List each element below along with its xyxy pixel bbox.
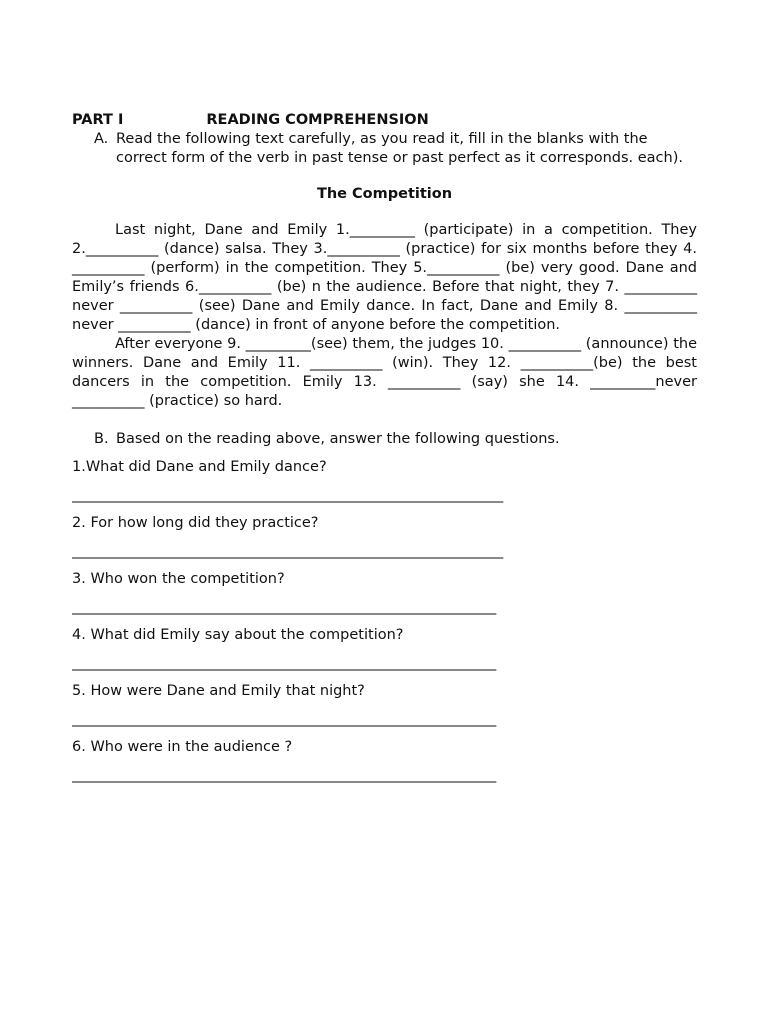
question-2: 2. For how long did they practice? xyxy=(72,515,319,531)
answer-line-5[interactable]: _____________________________________________________________ xyxy=(72,711,496,727)
answer-line-3[interactable]: _____________________________________________________________ xyxy=(72,599,496,615)
question-1: 1.What did Dane and Emily dance? xyxy=(72,459,327,475)
answer-line-4[interactable]: _____________________________________________________________ xyxy=(72,655,496,671)
story-paragraph-2: After everyone 9. _________(see) them, the judges 10. __________ (announce) the winners. Dane and Emily 11. __________ (win). They 12. __________(be) the best dancers in the competition. Emily 13. __________ (say) she 14. _________never __________ (practice) so hard. xyxy=(72,336,697,409)
story-paragraph-1: Last night, Dane and Emily 1._________ (participate) in a competition. They 2.__________ (dance) salsa. They 3.__________ (practice) for six months before they 4. __________ (perform) in the competition. They 5.__________ (be) very good. Dane and Emily’s friends 6.__________ (be) n the audience. Before that night, they 7. __________ never __________ (see) Dane and Emily dance. In fact, Dane and Emily 8. __________ never __________ (dance) in front of anyone before the competition. xyxy=(72,222,697,333)
question-block-5 xyxy=(72,682,697,729)
answer-line-6[interactable]: _____________________________________________________________ xyxy=(72,767,496,783)
section-a-instruction xyxy=(94,130,699,168)
section-b-instruction xyxy=(94,430,697,449)
question-block-1 xyxy=(72,458,697,505)
question-3: 3. Who won the competition? xyxy=(72,571,285,587)
question-block-3 xyxy=(72,570,697,617)
section-a-text: Read the following text carefully, as you read it, fill in the blanks with the correct form of the verb in past tense or past perfect as it corresponds. each). xyxy=(116,131,683,166)
worksheet-page xyxy=(72,111,697,785)
section-a-marker: A. xyxy=(94,131,109,147)
question-6: 6. Who were in the audience ? xyxy=(72,739,293,755)
section-b-marker: B. xyxy=(94,431,109,447)
part-title: READING COMPREHENSION xyxy=(206,112,429,128)
question-5: 5. How were Dane and Emily that night? xyxy=(72,683,365,699)
question-block-6 xyxy=(72,738,697,785)
question-block-4 xyxy=(72,626,697,673)
question-4: 4. What did Emily say about the competition? xyxy=(72,627,404,643)
question-block-2 xyxy=(72,514,697,561)
part-label: PART I xyxy=(72,112,124,128)
section-b-text: Based on the reading above, answer the following questions. xyxy=(116,431,560,447)
part-heading xyxy=(72,111,697,130)
story-title: The Competition xyxy=(316,186,453,202)
answer-line-1[interactable]: ______________________________________________________________ xyxy=(72,487,503,503)
answer-line-2[interactable]: ______________________________________________________________ xyxy=(72,543,503,559)
